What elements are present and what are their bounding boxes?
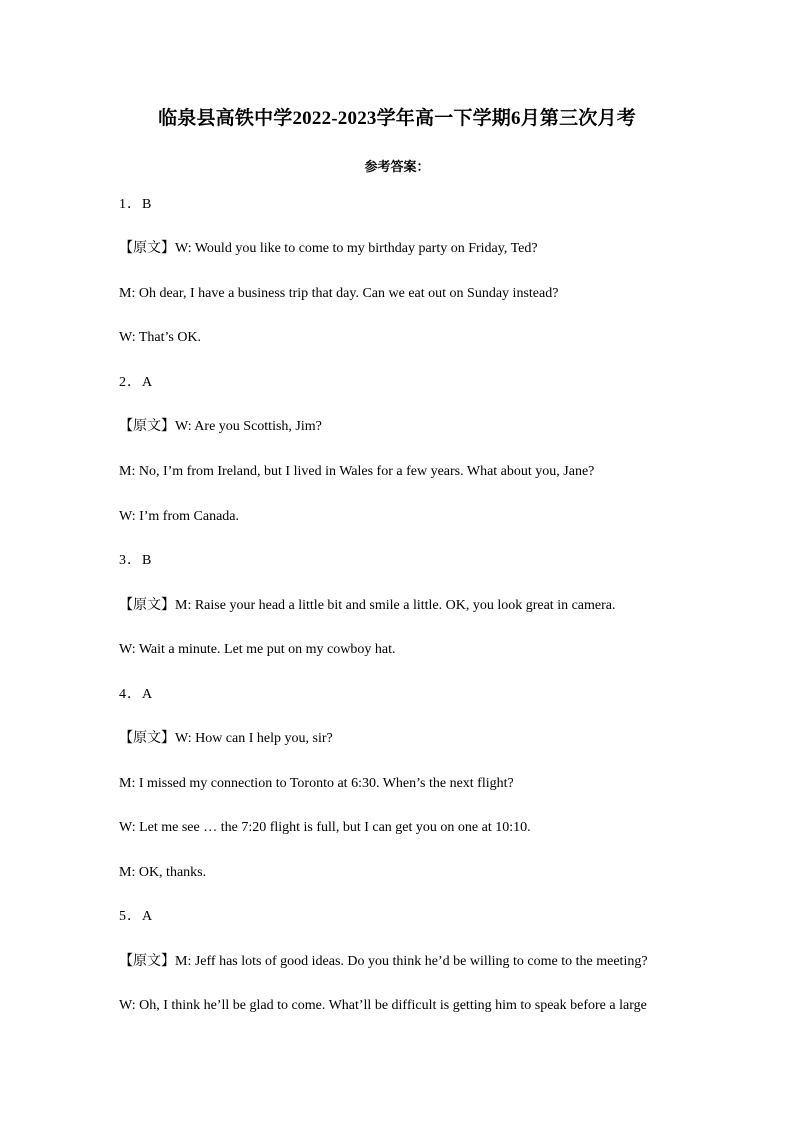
transcript-line: 【原文】W: How can I help you, sir? [119,731,333,746]
answer-1: 1．B [119,197,153,212]
answer-key-heading: 参考答案： [364,159,430,174]
transcript-line: W: Let me see … the 7:20 flight is full, but I can get you on one at 10:10. [119,820,531,835]
answer-4: 4．A [119,687,154,702]
document-title: 临泉县高铁中学2022-2023学年高一下学期6月第三次月考 [158,108,636,129]
transcript-line: M: No, I’m from Ireland, but I lived in Wales for a few years. What about you, Jane? [119,464,595,479]
transcript-line: 【原文】M: Raise your head a little bit and smile a little. OK, you look great in camera. [119,598,616,613]
transcript-line: M: I missed my connection to Toronto at 6:30. When’s the next flight? [119,776,514,791]
transcript-line: W: That’s OK. [119,330,202,345]
transcript-line: W: Wait a minute. Let me put on my cowboy hat. [119,642,396,657]
transcript-line: M: Oh dear, I have a business trip that day. Can we eat out on Sunday instead? [119,286,559,301]
transcript-line: W: I’m from Canada. [119,509,239,524]
answer-2: 2．A [119,375,154,390]
answer-5: 5．A [119,909,154,924]
transcript-line: M: OK, thanks. [119,865,207,880]
transcript-line: 【原文】M: Jeff has lots of good ideas. Do you think he’d be willing to come to the meeting? [119,954,648,969]
answer-3: 3．B [119,553,153,568]
transcript-line: 【原文】W: Would you like to come to my birthday party on Friday, Ted? [119,241,538,256]
transcript-line: W: Oh, I think he’ll be glad to come. What’ll be difficult is getting him to speak before a large [119,998,647,1013]
transcript-line: 【原文】W: Are you Scottish, Jim? [119,419,322,434]
